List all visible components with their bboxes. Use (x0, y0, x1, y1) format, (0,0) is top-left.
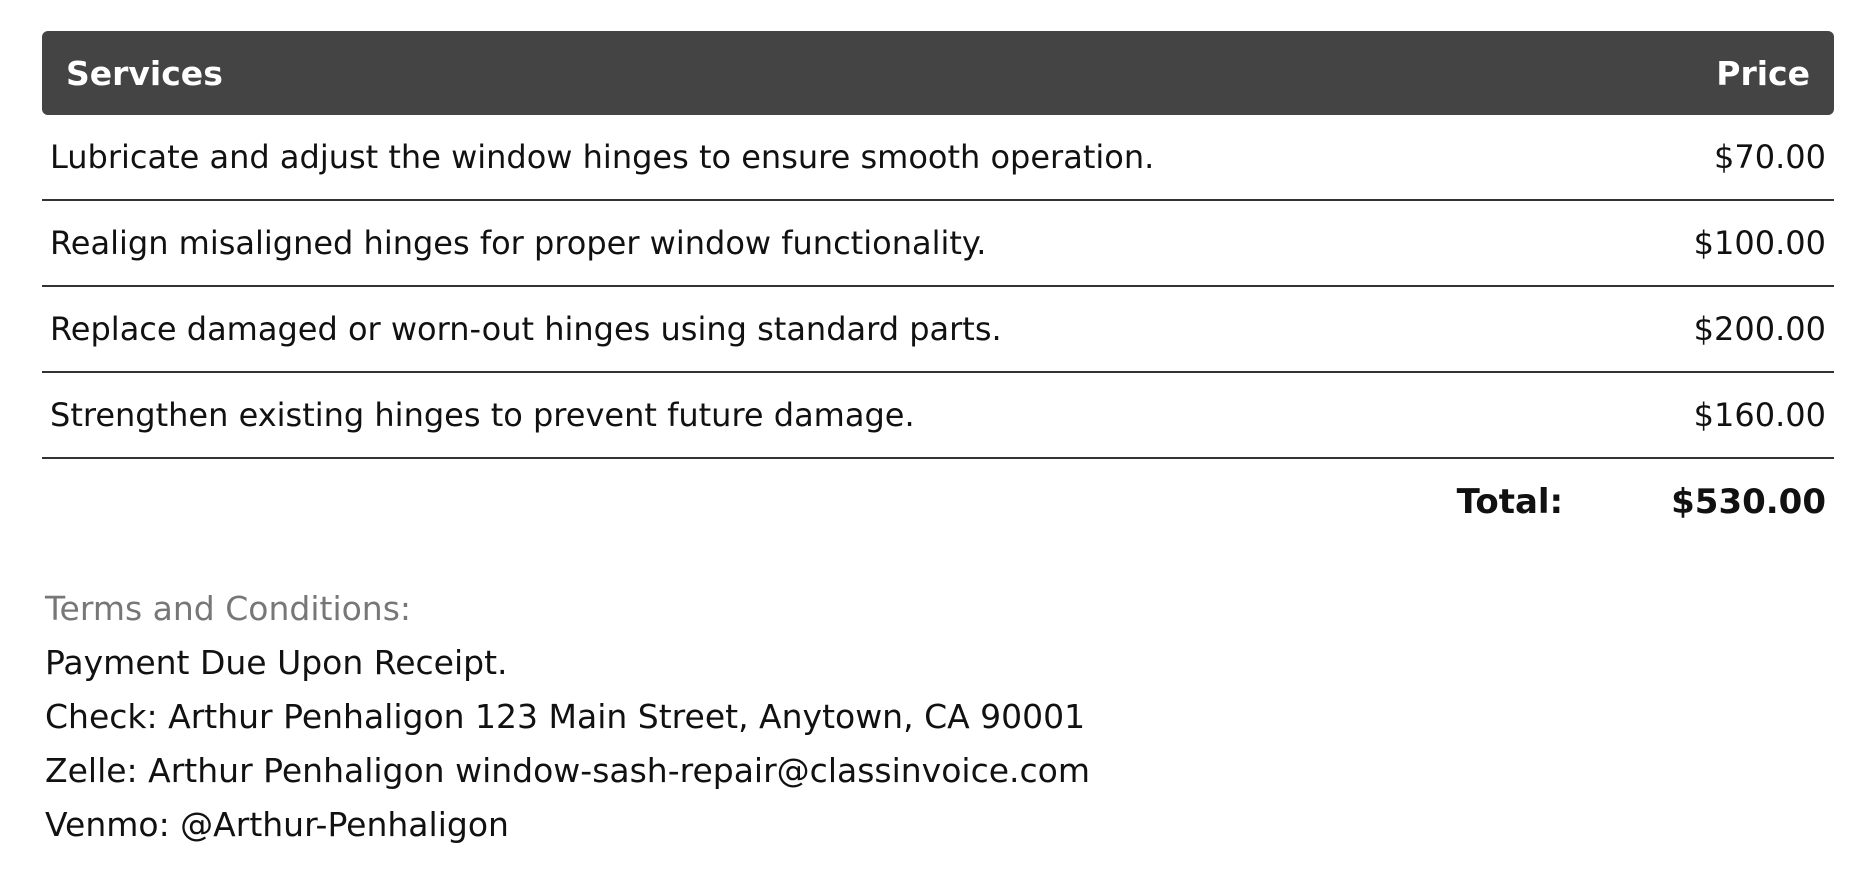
service-price: $100.00 (1693, 224, 1826, 262)
venmo-payment-line: Venmo: @Arthur-Penhaligon (45, 805, 509, 844)
price-column-header: Price (1716, 53, 1810, 93)
invoice-services-table (42, 31, 1834, 545)
table-row (42, 201, 1834, 287)
service-price: $70.00 (1714, 138, 1826, 176)
service-description: Replace damaged or worn-out hinges using standard parts. (50, 310, 1002, 348)
service-description: Lubricate and adjust the window hinges to ensure smooth operation. (50, 138, 1155, 176)
service-price: $160.00 (1693, 396, 1826, 434)
total-label: Total: (1456, 482, 1564, 522)
terms-title: Terms and Conditions: (45, 589, 412, 628)
service-rows (42, 115, 1834, 459)
table-row (42, 287, 1834, 373)
service-description: Realign misaligned hinges for proper window functionality. (50, 224, 987, 262)
service-description: Strengthen existing hinges to prevent future damage. (50, 396, 915, 434)
check-payment-line: Check: Arthur Penhaligon 123 Main Street, Anytown, CA 90001 (45, 697, 1086, 736)
table-row (42, 115, 1834, 201)
payment-terms-line: Payment Due Upon Receipt. (45, 643, 508, 682)
service-price: $200.00 (1693, 310, 1826, 348)
terms-and-conditions (45, 582, 1090, 852)
table-row (42, 373, 1834, 459)
services-column-header: Services (66, 53, 223, 93)
total-value: $530.00 (1671, 482, 1826, 522)
table-header (42, 31, 1834, 115)
zelle-payment-line: Zelle: Arthur Penhaligon window-sash-repair@classinvoice.com (45, 751, 1090, 790)
total-row (42, 459, 1834, 545)
